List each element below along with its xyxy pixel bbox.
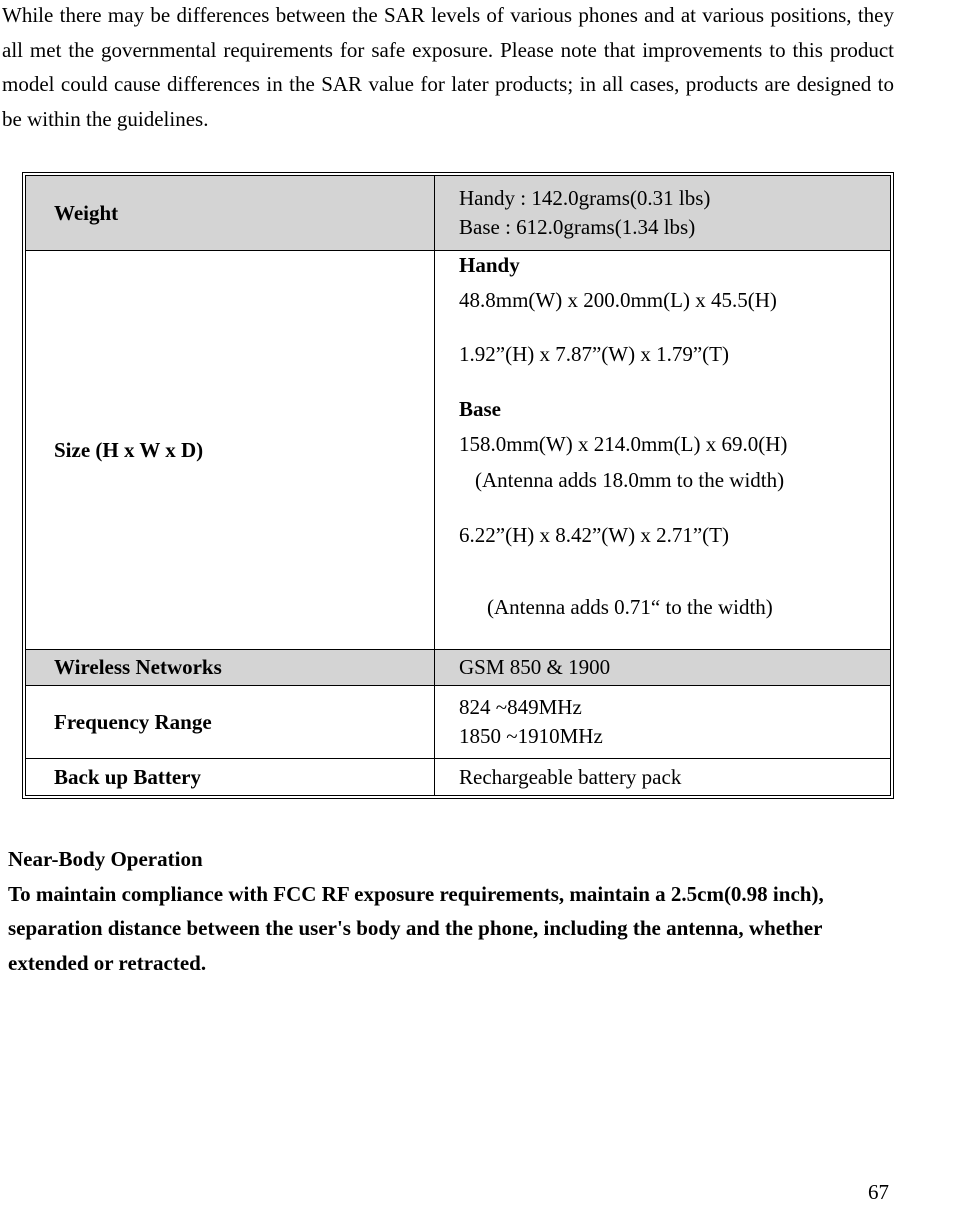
battery-label: Back up Battery	[26, 759, 435, 796]
wireless-label: Wireless Networks	[26, 650, 435, 686]
size-base-antenna-mm: (Antenna adds 18.0mm to the width)	[475, 468, 785, 492]
near-body-line-1: To maintain compliance with FCC RF exposure requirements, maintain a 2.5cm(0.98 inch),	[8, 881, 824, 906]
near-body-line-2: separation distance between the user's body and the phone, including the antenna, whether	[8, 916, 823, 940]
page-number: 67	[868, 1180, 889, 1204]
size-base-title: Base	[459, 397, 501, 421]
spec-table	[22, 172, 894, 799]
size-handy-in: 1.92”(H) x 7.87”(W) x 1.79”(T)	[459, 342, 729, 366]
weight-value	[435, 176, 891, 251]
size-handy-mm: 48.8mm(W) x 200.0mm(L) x 45.5(H)	[459, 288, 777, 312]
weight-base: Base : 612.0grams(1.34 lbs)	[459, 215, 696, 239]
table-row-battery	[26, 759, 891, 796]
size-handy-title: Handy	[459, 253, 520, 277]
frequency-low: 824 ~849MHz	[459, 695, 582, 719]
battery-value: Rechargeable battery pack	[435, 759, 891, 796]
table-row-frequency	[26, 686, 891, 759]
table-row-wireless	[26, 650, 891, 686]
near-body-line-3: extended or retracted.	[8, 950, 207, 975]
weight-label: Weight	[26, 176, 435, 251]
size-base-mm: 158.0mm(W) x 214.0mm(L) x 69.0(H)	[459, 432, 788, 456]
frequency-value	[435, 686, 891, 759]
near-body-title: Near-Body Operation	[8, 847, 203, 871]
near-body-section	[8, 842, 954, 980]
size-label: Size (H x W x D)	[26, 251, 435, 650]
size-value	[435, 251, 891, 650]
intro-paragraph: While there may be differences between the SAR levels of various phones and at various positions, they all met the governmental requirements for safe exposure. Please note that improvements to this product model could cause differences in the SAR value for later products; in all cases, products are designed to be within the guidelines.	[2, 3, 894, 131]
size-base-in: 6.22”(H) x 8.42”(W) x 2.71”(T)	[459, 523, 729, 547]
frequency-high: 1850 ~1910MHz	[459, 724, 603, 748]
frequency-label: Frequency Range	[26, 686, 435, 759]
size-base-antenna-in: (Antenna adds 0.71“ to the width)	[487, 595, 773, 619]
table-row-size	[26, 251, 891, 650]
weight-handy: Handy : 142.0grams(0.31 lbs)	[459, 186, 711, 210]
table-row-weight	[26, 176, 891, 251]
wireless-value: GSM 850 & 1900	[435, 650, 891, 686]
